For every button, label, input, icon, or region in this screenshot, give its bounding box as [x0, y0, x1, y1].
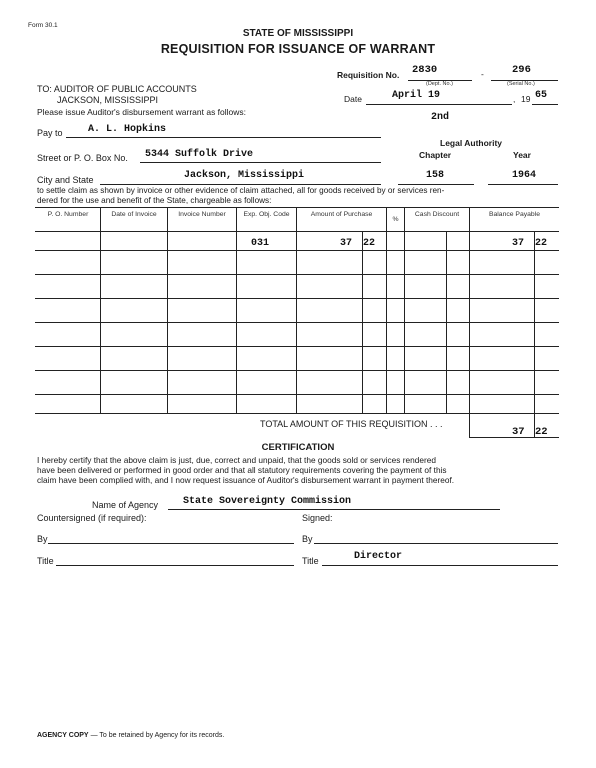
- row1-amount-cents: 22: [363, 238, 376, 249]
- pay-to-line: [66, 137, 381, 138]
- date-separator: ,: [513, 94, 516, 104]
- certification-line-3: claim have been complied with, and I now request issuance of Auditor's disbursement warrant in payment thereof.: [37, 475, 455, 485]
- header-cash-discount: Cash Discount: [414, 211, 460, 218]
- col-divider: [296, 207, 297, 414]
- settle-text-1: to settle claim as shown by invoice or other evidence of claim attached, all for goods received by or services ren-: [37, 186, 445, 195]
- header-po-number: P. O. Number: [47, 211, 89, 218]
- header-invoice-date: Date of Invoice: [111, 211, 157, 218]
- form-title: REQUISITION FOR ISSUANCE OF WARRANT: [160, 42, 436, 56]
- table-row-line: [35, 370, 559, 371]
- dept-caption: (Dept. No.): [426, 81, 453, 87]
- chapter-line: [398, 184, 474, 185]
- to-line-1: TO: AUDITOR OF PUBLIC ACCOUNTS: [37, 84, 197, 94]
- legal-year-line: [488, 184, 558, 185]
- legal-authority-extra: 2nd: [431, 112, 450, 123]
- countersign-by-line: [48, 543, 294, 544]
- date-line: [366, 104, 512, 105]
- header-amount: Amount of Purchase: [310, 211, 373, 218]
- agency-copy-label: AGENCY COPY: [37, 732, 89, 739]
- agency-copy-text: — To be retained by Agency for its records.: [90, 732, 225, 739]
- date-value: April 19: [392, 90, 441, 101]
- year-prefix: 19: [521, 94, 531, 104]
- signed-title-label: Title: [302, 556, 319, 566]
- col-cents-divider: [534, 231, 535, 438]
- year-value: 1964: [512, 170, 537, 181]
- year-suffix: 65: [535, 90, 548, 101]
- agency-line: [168, 509, 500, 510]
- table-row-line: [35, 250, 559, 251]
- header-percent: %: [392, 216, 399, 223]
- table-row-line: [35, 394, 559, 395]
- state-heading: STATE OF MISSISSIPPI: [242, 28, 354, 39]
- table-row-line: [35, 346, 559, 347]
- signed-by-label: By: [302, 534, 313, 544]
- signed-title-line: [322, 565, 558, 566]
- total-cents: 22: [535, 426, 548, 438]
- requisition-label: Requisition No.: [337, 70, 400, 80]
- serial-number: 296: [512, 64, 531, 76]
- dept-number: 2830: [412, 64, 438, 76]
- header-balance: Balance Payable: [488, 211, 540, 218]
- to-line-2: JACKSON, MISSISSIPPI: [57, 95, 159, 105]
- table-header-bottom: [35, 231, 559, 232]
- header-exp-obj-code: Exp. Obj. Code: [243, 211, 290, 218]
- row1-exp-obj: 031: [251, 238, 270, 249]
- date-label: Date: [344, 94, 362, 104]
- agency-copy-footer: [37, 732, 224, 739]
- table-row-line: [35, 413, 559, 414]
- countersign-title-label: Title: [37, 556, 54, 566]
- table-row-line: [35, 274, 559, 275]
- year-line: [532, 104, 558, 105]
- col-divider: [404, 207, 405, 414]
- signed-by-line: [314, 543, 558, 544]
- col-divider: [386, 207, 387, 414]
- city-label: City and State: [37, 175, 94, 185]
- row1-amount-dollars: 37: [340, 238, 353, 249]
- agency-label: Name of Agency: [92, 500, 159, 510]
- col-divider: [100, 207, 101, 414]
- countersigned-label: Countersigned (if required):: [37, 513, 147, 523]
- row1-balance-dollars: 37: [512, 238, 525, 249]
- table-row-line: [35, 322, 559, 323]
- certification-line-1: I hereby certify that the above claim is just, due, correct and unpaid, that the goods sold or services rendered: [37, 455, 436, 465]
- settle-text-2: dered for the use and benefit of the State, chargeable as follows:: [37, 196, 272, 205]
- table-top-border: [35, 207, 559, 208]
- instruction-text: Please issue Auditor's disbursement warrant as follows:: [37, 107, 247, 117]
- signed-label: Signed:: [302, 513, 333, 523]
- total-dollars: 37: [512, 426, 525, 438]
- total-label: TOTAL AMOUNT OF THIS REQUISITION . . .: [260, 419, 443, 429]
- street-label: Street or P. O. Box No.: [37, 153, 128, 163]
- street-value: 5344 Suffolk Drive: [145, 149, 254, 160]
- col-cents-divider: [446, 231, 447, 414]
- legal-authority-label: Legal Authority: [440, 138, 503, 148]
- col-divider: [167, 207, 168, 414]
- countersign-by-label: By: [37, 534, 48, 544]
- agency-value: State Sovereignty Commission: [183, 496, 352, 507]
- col-divider: [236, 207, 237, 414]
- chapter-label: Chapter: [419, 150, 452, 160]
- table-row-line: [35, 298, 559, 299]
- city-line: [100, 184, 381, 185]
- certification-line-2: have been delivered or performed in good order and that all statutory requirements covering the payment of this: [37, 465, 447, 475]
- header-invoice-number: Invoice Number: [178, 211, 226, 218]
- col-divider: [469, 207, 470, 438]
- certification-title: CERTIFICATION: [261, 442, 335, 453]
- year-label: Year: [513, 150, 531, 160]
- col-cents-divider: [362, 231, 363, 414]
- pay-to-label: Pay to: [37, 128, 63, 138]
- pay-to-value: A. L. Hopkins: [88, 124, 167, 135]
- countersign-title-line: [56, 565, 294, 566]
- signed-title-value: Director: [354, 551, 403, 562]
- street-line: [140, 162, 381, 163]
- city-value: Jackson, Mississippi: [184, 170, 305, 181]
- form-number: Form 30.1: [28, 22, 58, 29]
- row1-balance-cents: 22: [535, 238, 548, 249]
- requisition-dash: -: [481, 69, 484, 79]
- chapter-value: 158: [426, 170, 445, 181]
- serial-caption: (Serial No.): [507, 81, 535, 87]
